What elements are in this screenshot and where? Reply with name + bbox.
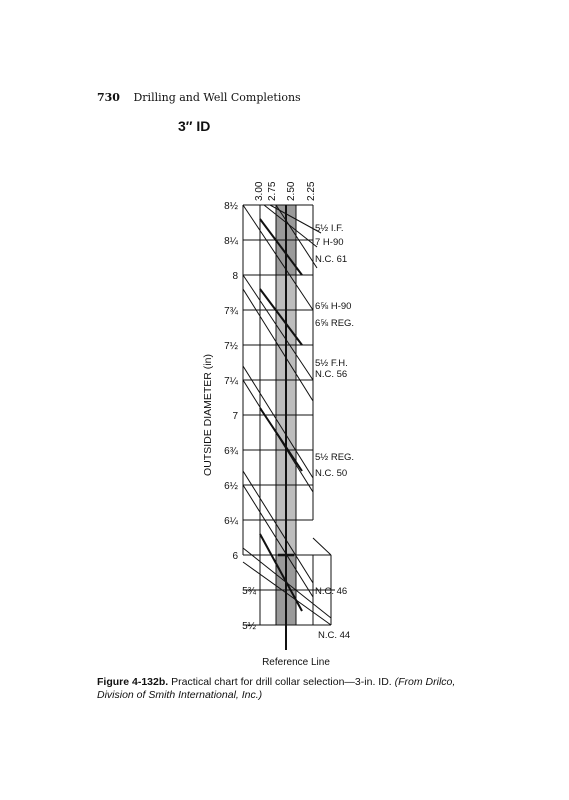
running-title: Drilling and Well Completions [133,91,301,104]
connection-label: 5½ F.H. [315,358,348,369]
connection-label: N.C. 46 [315,586,348,597]
chart-subtitle: 3″ ID [178,118,211,134]
y-tick-label: 6¾ [224,446,238,457]
connection-label: 5½ REG. [315,452,355,463]
column-label: 2.25 [306,181,317,201]
page-number: 730 [97,91,120,104]
column-label: 2.50 [286,181,297,201]
y-tick-label: 6¼ [224,516,238,527]
connection-label: N.C. 50 [315,468,348,479]
y-tick-label: 7½ [224,341,238,352]
y-tick-label: 6 [232,551,238,562]
column-label: 2.75 [267,181,278,201]
y-tick-label: 8½ [224,201,238,212]
connection-label: 5½ I.F. [315,223,344,234]
y-tick-label: 5½ [242,621,256,632]
figure-caption [97,676,487,702]
connection-label: N.C. 44 [318,630,351,641]
caption-text: Practical chart for drill collar selection—3-in. ID. [171,676,392,688]
y-tick-label: 5¾ [242,586,256,597]
column-label: 3.00 [254,181,265,201]
y-axis-title: OUTSIDE DIAMETER (in) [202,354,214,476]
caption-source: (From Drilco, Division of Smith International, Inc.) [97,676,456,701]
figure-number: Figure 4-132b. [97,676,169,688]
connection-label: N.C. 56 [315,369,348,380]
connection-label: N.C. 61 [315,254,348,265]
reference-line-label: Reference Line [262,657,330,668]
column-line [313,538,331,555]
y-tick-label: 6½ [224,481,238,492]
y-tick-label: 8¼ [224,236,238,247]
connection-label: 7 H-90 [315,237,344,248]
y-tick-label: 7¼ [224,376,238,387]
y-tick-label: 7¾ [224,306,238,317]
y-tick-label: 7 [232,411,238,422]
y-tick-label: 8 [232,271,238,282]
connection-label: 6⅝ REG. [315,318,355,329]
connection-label: 6⅝ H-90 [315,301,352,312]
